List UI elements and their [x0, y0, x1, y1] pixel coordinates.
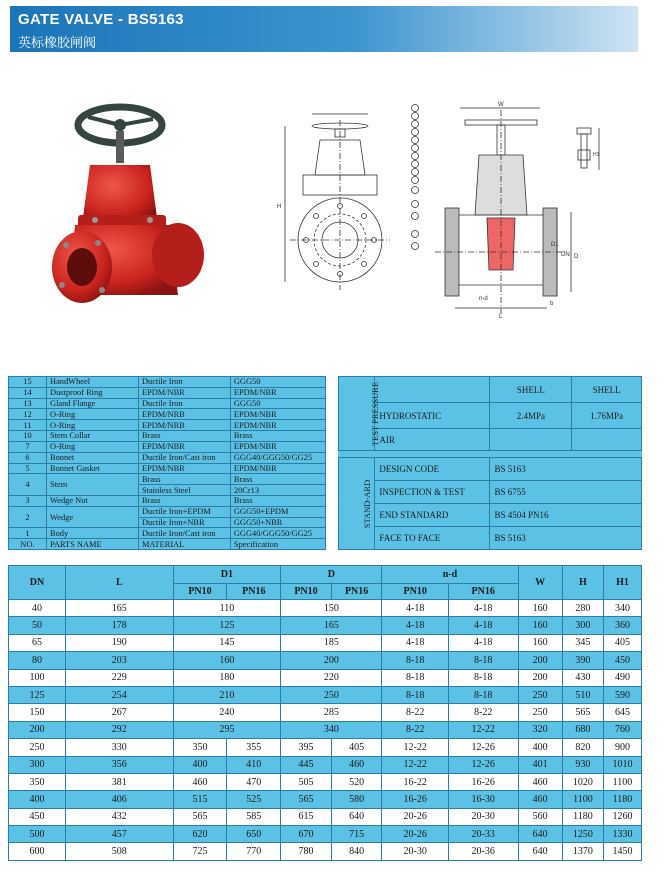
parts-row: [9, 398, 326, 409]
parts-row: [9, 463, 326, 474]
dim-d1-label: D1: [551, 242, 559, 248]
header-d1-pn16: PN16: [227, 584, 281, 600]
air-label: AIR: [375, 429, 490, 451]
cell-h1: 900: [603, 739, 641, 756]
parts-row: [9, 441, 326, 452]
parts-row: [9, 409, 326, 420]
cell-d1: 125: [173, 617, 281, 634]
header-l: L: [65, 566, 173, 600]
air-shell-2: [572, 429, 642, 451]
cell-nd-pn16: 16-26: [448, 773, 518, 790]
part-number: 10: [9, 431, 47, 442]
part-number: 3: [9, 495, 47, 506]
cell-dn: 40: [9, 600, 66, 617]
cell-w: 250: [518, 686, 562, 703]
header-w: W: [518, 566, 562, 600]
part-material: Stainless Steel: [138, 485, 230, 496]
table-row: [9, 843, 642, 861]
cell-d: 220: [281, 669, 382, 686]
shell-header-1: SHELL: [490, 377, 572, 403]
part-name: Gland Flange: [47, 398, 139, 409]
cell-nd-pn16: 4-18: [448, 634, 518, 651]
header-h1: H1: [603, 566, 641, 600]
cell-h1: 1010: [603, 756, 641, 773]
shell-header-2: SHELL: [572, 377, 642, 403]
cell-l: 457: [65, 826, 173, 843]
table-row: [9, 791, 642, 808]
cell-h1: 645: [603, 704, 641, 721]
cell-d1: 145: [173, 634, 281, 651]
cell-nd-pn10: 20-26: [382, 808, 448, 825]
part-material: EPDM/NRB: [138, 409, 230, 420]
table-row: [9, 686, 642, 703]
face-to-face-value: BS 5163: [490, 527, 642, 550]
cell-h: 565: [562, 704, 603, 721]
cell-d-pn10: 445: [281, 756, 332, 773]
cell-l: 406: [65, 791, 173, 808]
header-nd: n-d: [382, 566, 518, 584]
parts-table: [8, 376, 326, 550]
valve-photo: [50, 95, 220, 320]
cell-h: 820: [562, 739, 603, 756]
cell-w: 250: [518, 704, 562, 721]
part-material: Brass: [138, 474, 230, 485]
cell-d-pn16: 640: [331, 808, 382, 825]
cell-d-pn16: 405: [331, 739, 382, 756]
cell-dn: 300: [9, 756, 66, 773]
cell-d1-pn16: 525: [227, 791, 281, 808]
cell-d-pn16: 520: [331, 773, 382, 790]
cell-nd-pn16: 16-30: [448, 791, 518, 808]
cell-h: 1370: [562, 843, 603, 861]
cell-dn: 500: [9, 826, 66, 843]
part-name: Wedge Nut: [47, 495, 139, 506]
cell-w: 200: [518, 669, 562, 686]
design-code-value: BS 5163: [490, 458, 642, 481]
part-number: 2: [9, 506, 47, 528]
cell-l: 267: [65, 704, 173, 721]
side-view: [577, 128, 599, 170]
part-number: 12: [9, 409, 47, 420]
table-row: [9, 704, 642, 721]
cell-w: 401: [518, 756, 562, 773]
cell-nd-pn10: 4-18: [382, 600, 448, 617]
cell-d1: 110: [173, 600, 281, 617]
cell-nd-pn10: 8-18: [382, 652, 448, 669]
parts-row: [9, 452, 326, 463]
parts-row: [9, 528, 326, 539]
cell-nd-pn16: 20-36: [448, 843, 518, 861]
part-name: O-Ring: [47, 409, 139, 420]
cell-h: 1100: [562, 791, 603, 808]
cell-h: 930: [562, 756, 603, 773]
part-material: Brass: [138, 431, 230, 442]
cell-nd-pn10: 8-18: [382, 686, 448, 703]
cell-dn: 125: [9, 686, 66, 703]
cell-w: 160: [518, 617, 562, 634]
end-standard-value: BS 4504 PN16: [490, 504, 642, 527]
cell-dn: 400: [9, 791, 66, 808]
cell-d-pn10: 615: [281, 808, 332, 825]
cell-h1: 1100: [603, 773, 641, 790]
table-row: [9, 739, 642, 756]
dim-l-label: L: [499, 314, 503, 320]
cell-d1-pn16: 770: [227, 843, 281, 861]
cell-d-pn16: 715: [331, 826, 382, 843]
cell-w: 460: [518, 791, 562, 808]
cell-nd-pn10: 16-22: [382, 773, 448, 790]
part-number: 6: [9, 452, 47, 463]
parts-row: [9, 474, 326, 485]
face-to-face-label: FACE TO FACE: [375, 527, 490, 550]
table-row: [9, 652, 642, 669]
cell-d: 340: [281, 721, 382, 738]
part-name: HandWheel: [47, 377, 139, 388]
table-row: [9, 773, 642, 790]
cell-nd-pn16: 8-18: [448, 652, 518, 669]
part-number: 15: [9, 377, 47, 388]
part-spec: GGG50: [230, 377, 325, 388]
dim-d-label: D: [574, 254, 579, 260]
part-spec: EPDM/NBR: [230, 420, 325, 431]
cell-h: 1250: [562, 826, 603, 843]
table-row: [9, 826, 642, 843]
part-spec: 20Cr13: [230, 485, 325, 496]
table-row: [9, 634, 642, 651]
technical-drawing: [265, 100, 605, 335]
cell-d1-pn16: 650: [227, 826, 281, 843]
cell-nd-pn10: 20-30: [382, 843, 448, 861]
part-name: Body: [47, 528, 139, 539]
header-nd-pn10: PN10: [382, 584, 448, 600]
part-spec: GGG40/GGG50/GG25: [230, 452, 325, 463]
part-spec: EPDM/NBR: [230, 463, 325, 474]
part-number: 7: [9, 441, 47, 452]
cell-h: 390: [562, 652, 603, 669]
part-material: EPDM/NBR: [138, 441, 230, 452]
cell-l: 381: [65, 773, 173, 790]
cell-nd-pn16: 12-22: [448, 721, 518, 738]
cell-d1-pn10: 620: [173, 826, 227, 843]
part-number: 4: [9, 474, 47, 496]
cell-h1: 590: [603, 686, 641, 703]
cell-h1: 1450: [603, 843, 641, 861]
cell-nd-pn10: 16-26: [382, 791, 448, 808]
cell-nd-pn10: 8-18: [382, 669, 448, 686]
cell-nd-pn16: 4-18: [448, 617, 518, 634]
part-name: Stem: [47, 474, 139, 496]
cell-d-pn16: 460: [331, 756, 382, 773]
cell-dn: 65: [9, 634, 66, 651]
cell-h: 680: [562, 721, 603, 738]
part-spec: Brass: [230, 474, 325, 485]
title-banner: [10, 6, 638, 52]
part-name: Stem Collar: [47, 431, 139, 442]
cell-h1: 1260: [603, 808, 641, 825]
cell-w: 200: [518, 652, 562, 669]
footer-no: NO.: [9, 539, 47, 550]
cell-l: 229: [65, 669, 173, 686]
dim-w-label: W: [498, 102, 504, 108]
table-row: [9, 600, 642, 617]
cell-l: 292: [65, 721, 173, 738]
cell-w: 160: [518, 600, 562, 617]
cell-nd-pn10: 4-18: [382, 617, 448, 634]
cell-d: 200: [281, 652, 382, 669]
dim-h-label: H: [277, 204, 282, 210]
cell-w: 460: [518, 773, 562, 790]
cell-d-pn16: 840: [331, 843, 382, 861]
air-shell-1: [490, 429, 572, 451]
part-name: O-Ring: [47, 420, 139, 431]
cell-d1-pn16: 470: [227, 773, 281, 790]
part-material: Ductile Iron: [138, 377, 230, 388]
header-nd-pn16: PN16: [448, 584, 518, 600]
part-spec: EPDM/NBR: [230, 387, 325, 398]
cell-nd-pn10: 20-26: [382, 826, 448, 843]
table-row: [9, 756, 642, 773]
cell-h1: 340: [603, 600, 641, 617]
cell-nd-pn10: 12-22: [382, 739, 448, 756]
cell-w: 400: [518, 739, 562, 756]
part-spec: GGG50+NBR: [230, 517, 325, 528]
cell-d1-pn10: 460: [173, 773, 227, 790]
part-spec: GGG50: [230, 398, 325, 409]
part-material: Ductile Iron/Cast iron: [138, 528, 230, 539]
pressure-standards-table: [338, 376, 642, 550]
header-d-pn16: PN16: [331, 584, 382, 600]
cell-d: 150: [281, 600, 382, 617]
cell-d1: 160: [173, 652, 281, 669]
cell-h: 430: [562, 669, 603, 686]
cell-h: 1180: [562, 808, 603, 825]
part-material: Ductile Iron+EPDM: [138, 506, 230, 517]
table-row: [9, 669, 642, 686]
section-view: [435, 108, 571, 315]
cell-nd-pn10: 12-22: [382, 756, 448, 773]
cell-d-pn10: 395: [281, 739, 332, 756]
cell-nd-pn16: 20-30: [448, 808, 518, 825]
cell-nd-pn10: 8-22: [382, 704, 448, 721]
cell-d1-pn10: 515: [173, 791, 227, 808]
cell-l: 330: [65, 739, 173, 756]
cell-l: 356: [65, 756, 173, 773]
part-number: 11: [9, 420, 47, 431]
part-spec: EPDM/NBR: [230, 409, 325, 420]
parts-row: [9, 387, 326, 398]
cell-h: 1020: [562, 773, 603, 790]
cell-nd-pn16: 12-26: [448, 756, 518, 773]
footer-specification: Specification: [230, 539, 325, 550]
header-d1-pn10: PN10: [173, 584, 227, 600]
part-spec: EPDM/NBR: [230, 441, 325, 452]
cell-nd-pn16: 4-18: [448, 600, 518, 617]
footer-material: MATERIAL: [138, 539, 230, 550]
dim-h1-label: H1: [593, 152, 600, 158]
parts-row: [9, 420, 326, 431]
cell-l: 432: [65, 808, 173, 825]
cell-dn: 50: [9, 617, 66, 634]
cell-h: 280: [562, 600, 603, 617]
end-standard-label: END STANDARD: [375, 504, 490, 527]
table-row: [9, 808, 642, 825]
cell-d-pn16: 580: [331, 791, 382, 808]
cell-d1-pn16: 355: [227, 739, 281, 756]
cell-d: 165: [281, 617, 382, 634]
cell-h1: 490: [603, 669, 641, 686]
parts-row: [9, 377, 326, 388]
cell-d: 250: [281, 686, 382, 703]
header-dn: DN: [9, 566, 66, 600]
cell-w: 160: [518, 634, 562, 651]
cell-h1: 1330: [603, 826, 641, 843]
cell-h1: 450: [603, 652, 641, 669]
part-name: O-Ring: [47, 441, 139, 452]
cell-d: 185: [281, 634, 382, 651]
part-material: Ductile Iron+NBR: [138, 517, 230, 528]
test-pressure-label: TEST PRESSURE: [339, 377, 375, 451]
dim-b-label: b: [550, 301, 554, 307]
cell-h: 345: [562, 634, 603, 651]
part-spec: GGG50+EPDM: [230, 506, 325, 517]
cell-dn: 600: [9, 843, 66, 861]
cell-d1-pn10: 725: [173, 843, 227, 861]
table-row: [9, 617, 642, 634]
hydrostatic-shell-2: 1.76MPa: [572, 403, 642, 429]
cell-h1: 360: [603, 617, 641, 634]
cell-w: 640: [518, 843, 562, 861]
hydrostatic-shell-1: 2.4MPa: [490, 403, 572, 429]
table-row: [9, 721, 642, 738]
parts-row: [9, 506, 326, 517]
cell-h1: 1180: [603, 791, 641, 808]
part-number: 14: [9, 387, 47, 398]
cell-nd-pn16: 12-26: [448, 739, 518, 756]
page-title: GATE VALVE - BS5163: [18, 11, 184, 28]
part-spec: Brass: [230, 431, 325, 442]
cell-l: 190: [65, 634, 173, 651]
part-name: Wedge: [47, 506, 139, 528]
cell-d-pn10: 505: [281, 773, 332, 790]
cell-d1: 180: [173, 669, 281, 686]
cell-w: 560: [518, 808, 562, 825]
cell-dn: 450: [9, 808, 66, 825]
part-material: Brass: [138, 495, 230, 506]
header-h: H: [562, 566, 603, 600]
cell-d-pn10: 670: [281, 826, 332, 843]
cell-d1: 210: [173, 686, 281, 703]
cell-nd-pn10: 8-22: [382, 721, 448, 738]
header-d1: D1: [173, 566, 281, 584]
inspection-test-label: INSPECTION & TEST: [375, 481, 490, 504]
cell-nd-pn10: 4-18: [382, 634, 448, 651]
part-material: EPDM/NRB: [138, 420, 230, 431]
cell-nd-pn16: 8-18: [448, 686, 518, 703]
inspection-test-value: BS 6755: [490, 481, 642, 504]
parts-footer-row: [9, 539, 326, 550]
page-subtitle: 英标橡胶闸阀: [18, 36, 97, 51]
cell-h1: 405: [603, 634, 641, 651]
cell-l: 165: [65, 600, 173, 617]
cell-d: 285: [281, 704, 382, 721]
cell-dn: 200: [9, 721, 66, 738]
footer-parts-name: PARTS NAME: [47, 539, 139, 550]
cell-h1: 760: [603, 721, 641, 738]
cell-nd-pn16: 8-22: [448, 704, 518, 721]
parts-row: [9, 495, 326, 506]
cell-l: 178: [65, 617, 173, 634]
cell-dn: 350: [9, 773, 66, 790]
cell-dn: 80: [9, 652, 66, 669]
cell-nd-pn16: 20-33: [448, 826, 518, 843]
header-d-pn10: PN10: [281, 584, 332, 600]
dim-nd-label: n-d: [479, 296, 488, 302]
standard-label: STAND-ARD: [339, 458, 375, 550]
part-spec: GGG40/GGG50/GG25: [230, 528, 325, 539]
part-name: Bonnet Gasket: [47, 463, 139, 474]
part-name: Bonnet: [47, 452, 139, 463]
cell-dn: 150: [9, 704, 66, 721]
cell-nd-pn16: 8-18: [448, 669, 518, 686]
cell-d1: 240: [173, 704, 281, 721]
cell-d1-pn10: 565: [173, 808, 227, 825]
cell-d1-pn16: 585: [227, 808, 281, 825]
front-view: [285, 114, 390, 290]
cell-l: 254: [65, 686, 173, 703]
cell-w: 640: [518, 826, 562, 843]
cell-d-pn10: 780: [281, 843, 332, 861]
cell-d1-pn16: 410: [227, 756, 281, 773]
cell-d1: 295: [173, 721, 281, 738]
cell-w: 320: [518, 721, 562, 738]
part-material: Ductile Iron/Cast iron: [138, 452, 230, 463]
header-d: D: [281, 566, 382, 584]
part-material: EPDM/NBR: [138, 463, 230, 474]
part-name: Dustproof Ring: [47, 387, 139, 398]
callout-numbers: [412, 105, 419, 250]
cell-d1-pn10: 400: [173, 756, 227, 773]
part-number: 13: [9, 398, 47, 409]
part-number: 1: [9, 528, 47, 539]
parts-row: [9, 431, 326, 442]
cell-dn: 100: [9, 669, 66, 686]
part-spec: Brass: [230, 495, 325, 506]
cell-l: 508: [65, 843, 173, 861]
cell-dn: 250: [9, 739, 66, 756]
part-material: EPDM/NBR: [138, 387, 230, 398]
dimension-table: [8, 565, 642, 861]
part-material: Ductile Iron: [138, 398, 230, 409]
design-code-label: DESIGN CODE: [375, 458, 490, 481]
cell-d-pn10: 565: [281, 791, 332, 808]
cell-h: 300: [562, 617, 603, 634]
cell-h: 510: [562, 686, 603, 703]
part-number: 5: [9, 463, 47, 474]
cell-l: 203: [65, 652, 173, 669]
hydrostatic-label: HYDROSTATIC: [375, 403, 490, 429]
dim-dn-label: DN: [561, 252, 570, 258]
cell-d1-pn10: 350: [173, 739, 227, 756]
